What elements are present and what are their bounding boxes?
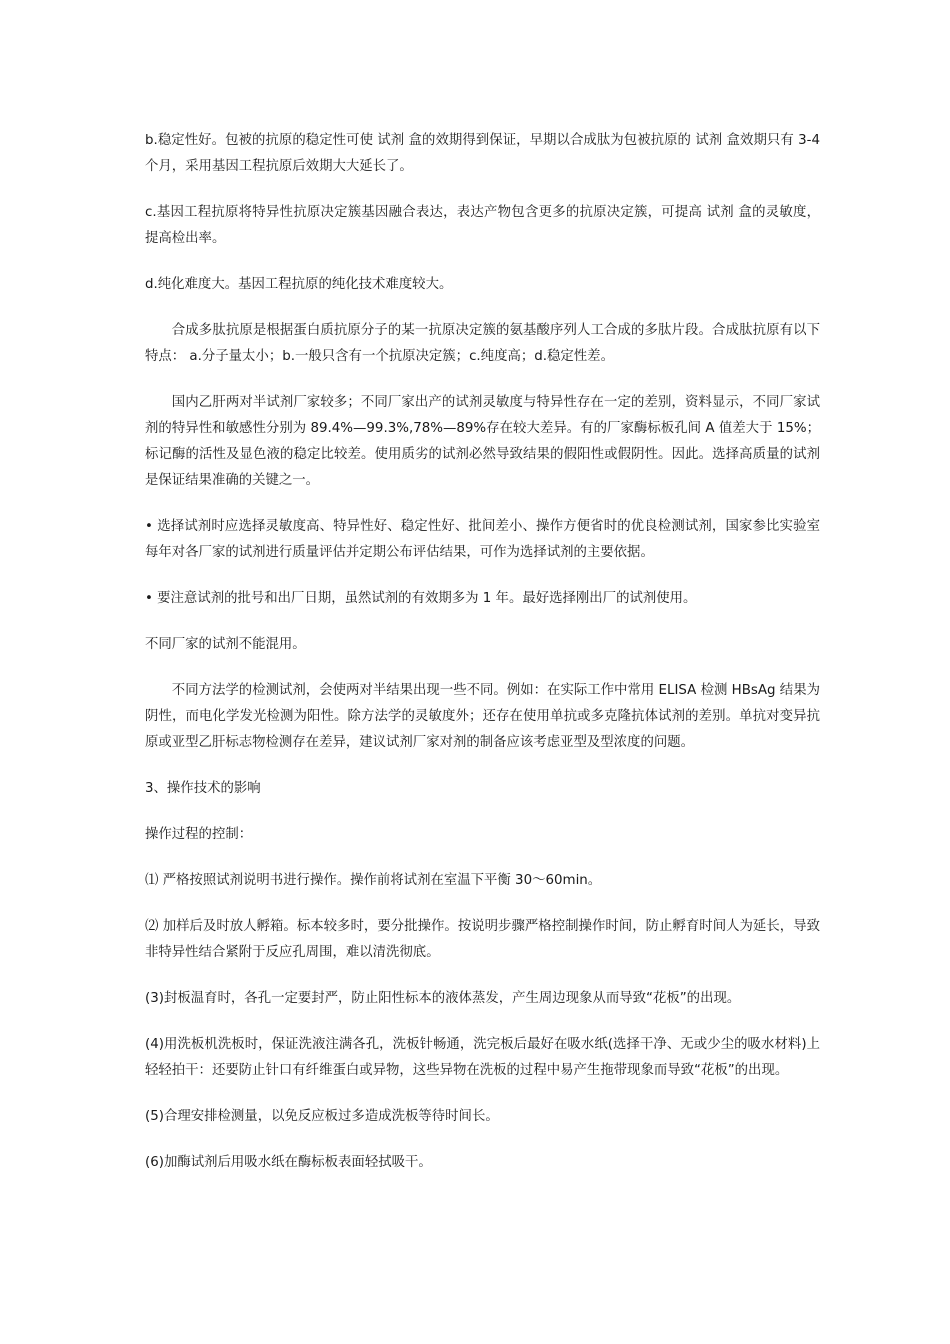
- document-page: [145, 128, 820, 1176]
- paragraph-methodology: 不同方法学的检测试剂，会使两对半结果出现一些不同。例如：在实际工作中常用 ELISA 检测 HBsAg 结果为阴性，而电化学发光检测为阳性。除方法学的灵敏度外；还存在使用单抗或多克隆抗体试剂的差别。单抗对变异抗原或亚型乙肝标志物检测存在差异，建议试剂厂家对剂的制备应该考虑亚型及型浓度的问题。: [145, 683, 820, 750]
- step-6: (6)加酶试剂后用吸水纸在酶标板表面轻拭吸干。: [145, 1155, 432, 1170]
- bullet-batch-date: • 要注意试剂的批号和出厂日期，虽然试剂的有效期多为 1 年。最好选择刚出厂的试剂使用。: [145, 591, 697, 606]
- step-5: (5)合理安排检测量，以免反应板过多造成洗板等待时间长。: [145, 1109, 499, 1124]
- paragraph-stability: b.稳定性好。包被的抗原的稳定性可使 试剂 盒的效期得到保证，早期以合成肽为包被抗原的 试剂 盒效期只有 3-4 个月，采用基因工程抗原后效期大大延长了。: [145, 133, 820, 174]
- paragraph-no-mixing: 不同厂家的试剂不能混用。: [145, 637, 306, 652]
- step-2: ⑵ 加样后及时放人孵箱。标本较多时，要分批操作。按说明步骤严格控制操作时间，防止孵育时间人为延长，导致非特异性结合紧附于反应孔周围，难以清洗彻底。: [145, 919, 820, 960]
- step-1: ⑴ 严格按照试剂说明书进行操作。操作前将试剂在室温下平衡 30～60min。: [145, 873, 602, 888]
- paragraph-process-control: 操作过程的控制：: [145, 827, 253, 842]
- paragraph-synthetic-peptide: 合成多肽抗原是根据蛋白质抗原分子的某一抗原决定簇的氨基酸序列人工合成的多肽片段。合成肽抗原有以下特点： a.分子量太小；b.一般只含有一个抗原决定簇；c.纯度高；d.稳定性差。: [145, 323, 820, 364]
- section-heading-operation: 3、操作技术的影响: [145, 781, 261, 796]
- step-3: (3)封板温育时，各孔一定要封严，防止阳性标本的液体蒸发，产生周边现象从而导致“花板”的出现。: [145, 991, 741, 1006]
- step-4: (4)用洗板机洗板时，保证洗液注满各孔，洗板针畅通，洗完板后最好在吸水纸(选择干净、无或少尘的吸水材料)上轻轻拍干：还要防止针口有纤维蛋白或异物，这些异物在洗板的过程中易产生拖带现象而导致“花板”的出现。: [145, 1037, 820, 1078]
- paragraph-sensitivity: c.基因工程抗原将特异性抗原决定簇基因融合表达，表达产物包含更多的抗原决定簇，可提高 试剂 盒的灵敏度，提高检出率。: [145, 205, 820, 246]
- paragraph-reagent-quality: 国内乙肝两对半试剂厂家较多；不同厂家出产的试剂灵敏度与特异性存在一定的差别，资料显示，不同厂家试剂的特异性和敏感性分别为 89.4%—99.3%,78%—89%存在较大差异。有的厂家酶标板孔间 A 值差大于 15%；标记酶的活性及显色液的稳定比较差。使用质劣的试剂必然导致结果的假阳性或假阴性。因此。选择高质量的试剂是保证结果准确的关键之一。: [145, 395, 820, 488]
- bullet-reagent-selection: • 选择试剂时应选择灵敏度高、特异性好、稳定性好、批间差小、操作方便省时的优良检测试剂，国家参比实验室每年对各厂家的试剂进行质量评估并定期公布评估结果，可作为选择试剂的主要依据。: [145, 519, 820, 560]
- paragraph-purification: d.纯化难度大。基因工程抗原的纯化技术难度较大。: [145, 277, 453, 292]
